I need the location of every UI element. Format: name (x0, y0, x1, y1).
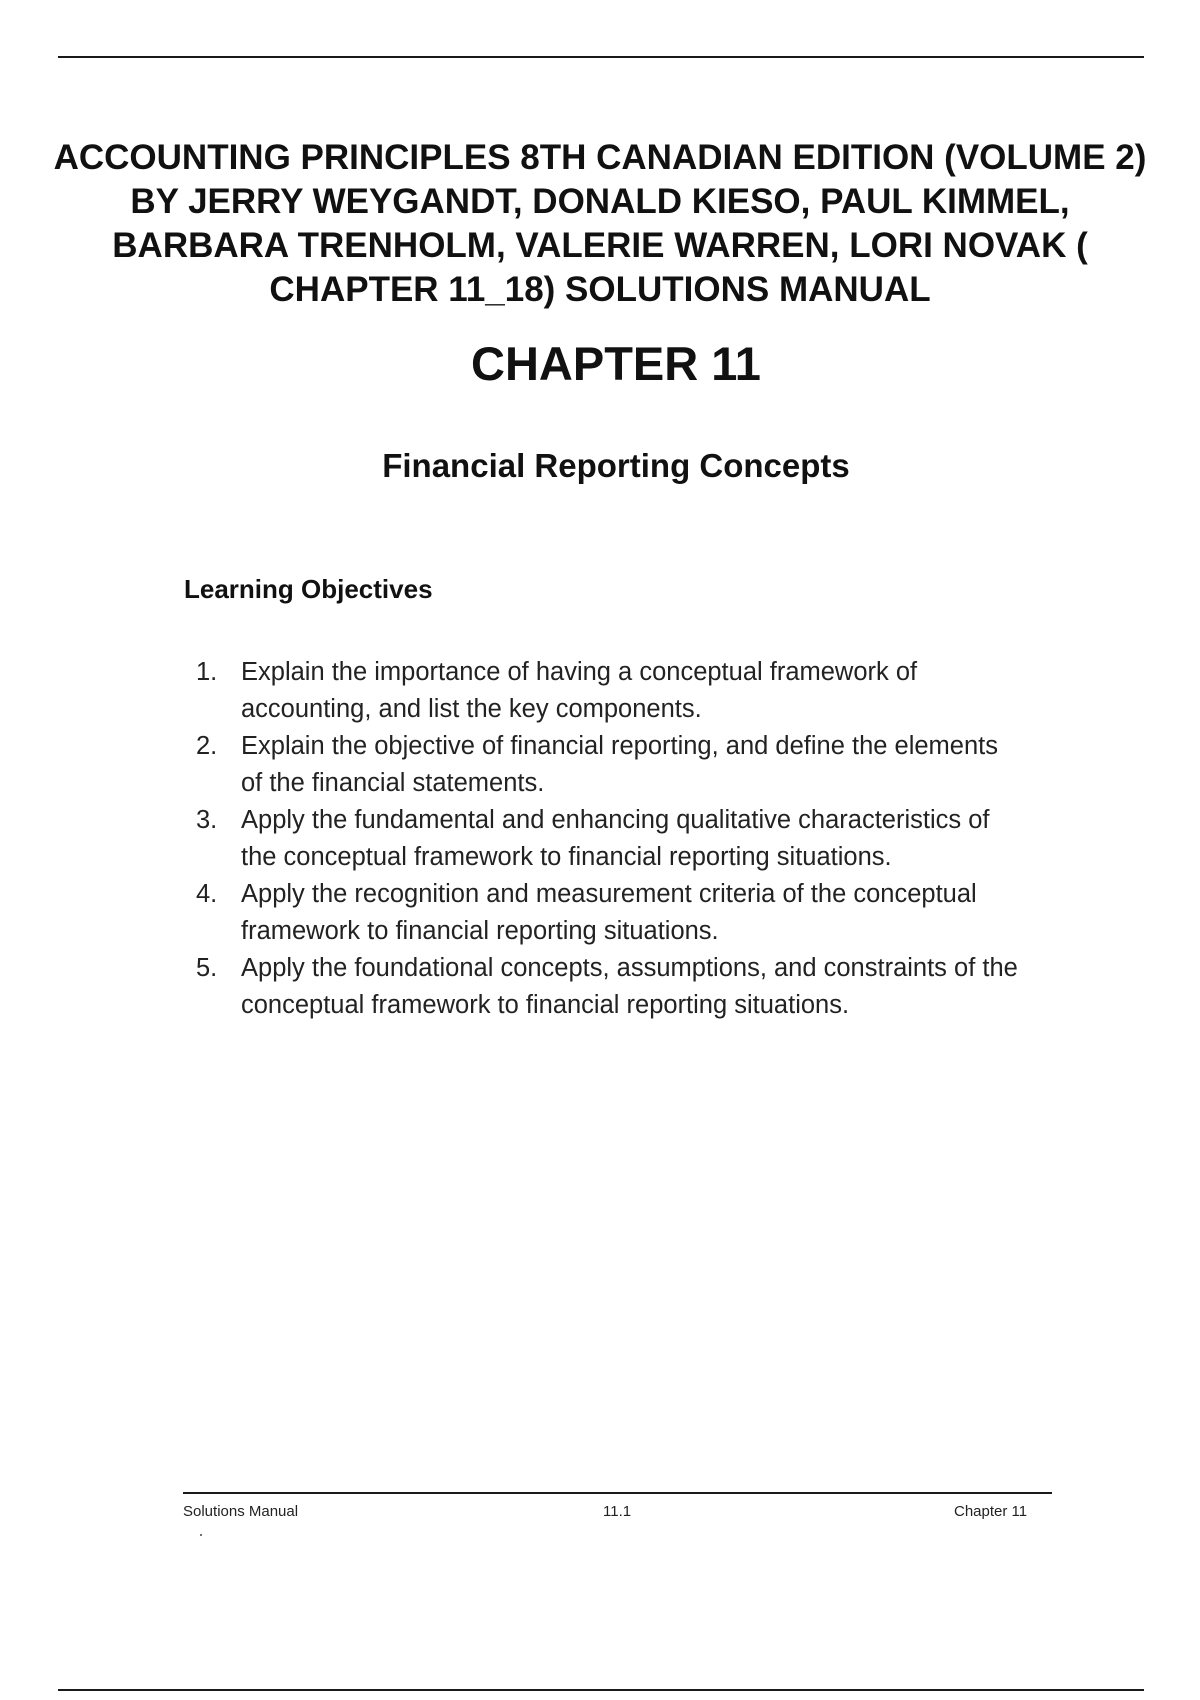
footer-manual-label: Solutions Manual (183, 1503, 299, 1520)
objective-number: 1. (196, 658, 218, 686)
objective-item (196, 876, 1026, 950)
footer-mark (200, 1534, 202, 1536)
objective-number: 2. (196, 732, 218, 760)
chapter-heading: CHAPTER 11 (471, 337, 761, 390)
objective-text: Apply the fundamental and enhancing qualitative characteristics of the conceptual framework to financial reporting situations. (241, 806, 990, 871)
objective-number: 3. (196, 806, 218, 834)
footer-page-number: 11.1 (603, 1503, 632, 1520)
objective-text: Apply the foundational concepts, assumptions, and constraints of the conceptual framework to financial reporting situations. (241, 954, 1018, 1019)
learning-objectives-heading: Learning Objectives (184, 574, 433, 604)
objective-number: 4. (196, 880, 218, 908)
objective-item (196, 728, 1026, 802)
objective-number: 5. (196, 954, 218, 982)
objective-text: Apply the recognition and measurement criteria of the conceptual framework to financial reporting situations. (241, 880, 977, 945)
objective-item (196, 950, 1026, 1024)
chapter-subtitle: Financial Reporting Concepts (382, 447, 850, 484)
bottom-divider (58, 1689, 1144, 1691)
document-title: ACCOUNTING PRINCIPLES 8TH CANADIAN EDITION (VOLUME 2) BY JERRY WEYGANDT, DONALD KIESO, PAUL KIMMEL, BARBARA TRENHOLM, VALERIE WARREN, LORI NOVAK ( CHAPTER 11_18) SOLUTIONS MANUAL (53, 138, 1147, 309)
objective-text: Explain the objective of financial reporting, and define the elements of the financial statements. (241, 732, 998, 797)
objective-item (196, 654, 1026, 728)
footer-divider (183, 1492, 1052, 1494)
objective-item (196, 802, 1026, 876)
learning-objectives-list (196, 654, 1026, 1024)
top-divider (58, 56, 1144, 58)
footer-chapter-label: Chapter 11 (954, 1503, 1028, 1520)
objective-text: Explain the importance of having a conceptual framework of accounting, and list the key components. (241, 658, 918, 723)
